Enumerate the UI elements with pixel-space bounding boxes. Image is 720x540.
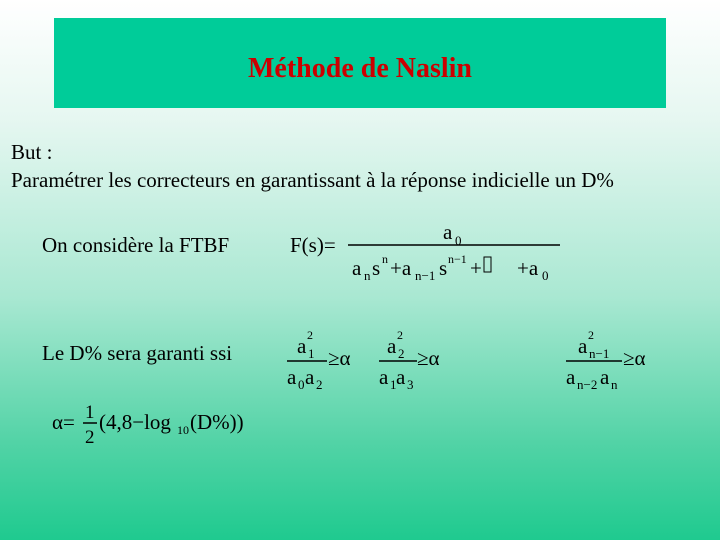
- svg-text:≥α: ≥α: [623, 346, 646, 370]
- svg-text:a: a: [287, 365, 297, 389]
- ftbf-label: On considère la FTBF: [42, 233, 230, 257]
- svg-text:2: 2: [307, 328, 313, 342]
- svg-text:+a: +a: [517, 256, 539, 280]
- svg-text:0: 0: [455, 233, 462, 248]
- svg-text:s: s: [439, 256, 448, 280]
- svg-text:2: 2: [397, 328, 403, 342]
- svg-text:+: +: [470, 256, 482, 280]
- slide-title: Méthode de Naslin: [248, 53, 472, 84]
- svg-text:0: 0: [298, 377, 305, 392]
- svg-text:F(s)=: F(s)=: [290, 233, 336, 257]
- svg-text:α=: α=: [52, 410, 75, 434]
- svg-text:a: a: [566, 365, 576, 389]
- svg-text:≥α: ≥α: [328, 346, 351, 370]
- svg-text:s: s: [372, 256, 381, 280]
- svg-text:+a: +a: [390, 256, 412, 280]
- goal-label: But :: [11, 140, 53, 164]
- svg-text:a: a: [379, 365, 389, 389]
- svg-text:n: n: [382, 252, 388, 266]
- svg-text:n−1: n−1: [448, 252, 467, 266]
- svg-text:(D%)): (D%)): [190, 410, 244, 434]
- condition-2-formula: [377, 325, 457, 395]
- svg-text:n: n: [364, 268, 371, 283]
- condition-label: Le D% sera garanti ssi: [42, 341, 233, 365]
- alpha-formula: [52, 398, 272, 448]
- svg-text:n−1: n−1: [589, 346, 610, 361]
- svg-text:a: a: [352, 256, 362, 280]
- svg-text:n: n: [611, 377, 618, 392]
- svg-text:a: a: [443, 220, 453, 244]
- svg-text:1: 1: [308, 346, 315, 361]
- title-banner: [54, 18, 666, 108]
- svg-text:0: 0: [542, 268, 549, 283]
- svg-text:10: 10: [177, 423, 189, 437]
- svg-text:≥α: ≥α: [417, 346, 440, 370]
- svg-text:a: a: [305, 365, 315, 389]
- svg-text:3: 3: [407, 377, 414, 392]
- svg-text:2: 2: [588, 328, 594, 342]
- svg-text:(4,8−log: (4,8−log: [99, 410, 171, 434]
- svg-text:a: a: [396, 365, 406, 389]
- svg-text:2: 2: [316, 377, 323, 392]
- svg-text:2: 2: [85, 427, 95, 448]
- svg-text:2: 2: [398, 346, 405, 361]
- svg-text:n−2: n−2: [577, 377, 598, 392]
- condition-1-formula: [285, 325, 365, 395]
- svg-text:n−1: n−1: [415, 268, 436, 283]
- svg-text:a: a: [578, 334, 588, 358]
- goal-text: Paramétrer les correcteurs en garantissant à la réponse indicielle un D%: [11, 168, 614, 192]
- ftbf-formula: [290, 215, 570, 285]
- svg-text:a: a: [387, 334, 397, 358]
- condition-3-formula: [564, 325, 664, 395]
- svg-text:1: 1: [390, 377, 397, 392]
- svg-text:a: a: [600, 365, 610, 389]
- svg-text:1: 1: [85, 402, 95, 423]
- svg-text:a: a: [297, 334, 307, 358]
